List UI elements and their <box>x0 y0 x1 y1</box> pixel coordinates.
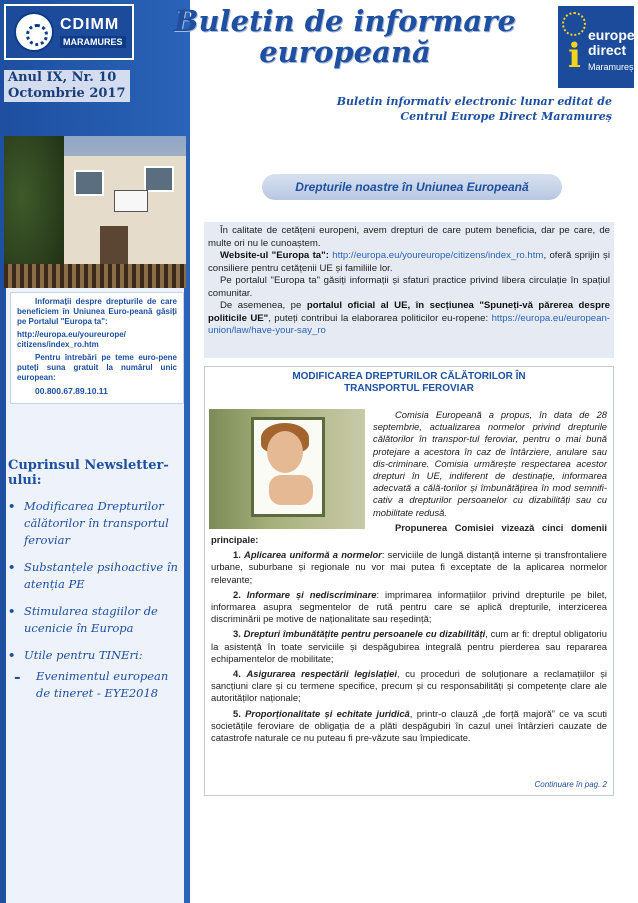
section-banner: Drepturile noastre în Uniunea Europeană <box>262 174 562 200</box>
continued-link[interactable]: Continuare în pag. 2 <box>534 779 607 789</box>
item-text: , printr-o clauză „de forță majoră” ce va scuti societățile feroviare de obligația de a plăti despăgubiri în cazul unei întârzieri cauzate de catastrofe naturale ce nu puteau fi pre-văzute sau împiedicate. <box>211 707 608 744</box>
article-title-line-1: MODIFICAREA DREPTURILOR CĂLĂTORILOR ÎN <box>292 371 526 382</box>
cdimm-logo <box>4 4 134 60</box>
contents-item[interactable]: • Modificarea Drepturilor călătorilor în transportul feroviar <box>8 498 184 549</box>
contents-subitem[interactable]: - Evenimentul european de tineret - EYE2018 <box>8 668 184 702</box>
cdimm-logo-text: CDIMM <box>60 16 120 33</box>
info-i-icon: i <box>568 36 581 76</box>
rights-paragraph-1: În calitate de cetățeni europeni, avem drepturi de care putem beneficia, dar pe care, de multe ori nu le cunoaștem. <box>208 225 610 249</box>
article-item <box>211 549 607 586</box>
item-number: 5. <box>233 707 241 719</box>
item-text: , cum ar fi: dreptul obligatoriu la asistență în toate serviciile și despăgubirea integrală pentru pierderea sau repararea echipamentelor de mobilitate; <box>211 628 607 664</box>
rights-p2-rest: , oferă sprijin și consiliere pentru cetățenii UE și familiile lor. <box>208 250 610 274</box>
header <box>0 0 638 150</box>
youreurope-link[interactable]: http://europa.eu/youreurope/citizens/index_ro.htm <box>332 250 544 261</box>
article-box <box>204 366 614 796</box>
subtitle-line-1: Buletin informativ electronic lunar editat de <box>336 95 612 108</box>
website-label: Website-ul "Europa ta": <box>220 250 329 261</box>
item-heading: Informare și nediscriminare <box>246 588 377 600</box>
contents-item[interactable]: • Utile pentru TINEri: <box>8 647 184 664</box>
article-intro-text: Propunerea Comisiei vizează cinci domenii principale: <box>211 521 607 546</box>
article-photo-train-passenger <box>209 409 365 529</box>
rights-p4-bold: portalul oficial al UE, în secțiunea "Spuneți-vă părerea despre politicile UE" <box>208 300 611 324</box>
cdimm-emblem-icon <box>14 12 54 52</box>
page-title <box>150 6 540 68</box>
item-number: 1. <box>233 549 241 561</box>
rights-p4-start: De asemenea, pe <box>220 300 302 311</box>
contents-item[interactable]: • Stimularea stagiilor de ucenicie în Europa <box>8 603 184 637</box>
title-line-1: Buletin de informare <box>174 4 516 38</box>
item-text: , cu proceduri de soluționare a reclamațiilor și sancțiuni clare și cu termene specifice, precum și cu responsabilități și competențe clare ale autorităților naționale; <box>211 668 608 704</box>
item-heading: Proporționalitate și echitate juridică <box>245 707 410 719</box>
issue-date: Octombrie 2017 <box>4 86 130 102</box>
europe-direct-logo <box>556 4 636 90</box>
item-heading: Asigurarea respectării legislației <box>246 668 397 680</box>
eu-stars-icon <box>562 12 586 36</box>
issue-number: Anul IX, Nr. 10 <box>4 70 130 86</box>
contents-title: Cuprinsul Newsletter-ului: <box>8 458 169 488</box>
subtitle <box>300 94 612 124</box>
item-heading: Drepturi îmbunătățite pentru persoanele cu dizabilități <box>243 628 486 640</box>
rights-text-block <box>204 222 614 358</box>
item-number: 4. <box>233 668 241 680</box>
rights-p4-mid: , puteți contribui la elaborarea politicilor eu-ropene: <box>268 312 489 324</box>
rights-paragraph-4 <box>208 300 610 338</box>
item-number: 3. <box>233 628 241 640</box>
europe-direct-sub: Maramureș <box>588 62 634 72</box>
info-box <box>10 292 184 404</box>
rights-paragraph-3: Pe portalul "Europa ta" găsiți informații și sfaturi practice privind libera circulație în spațiul comunitar. <box>208 275 610 299</box>
have-your-say-link[interactable]: https://europa.eu/european-union/law/have-your-say_ro <box>208 312 610 336</box>
subtitle-line-2: Centrul Europe Direct Maramureș <box>400 110 612 123</box>
item-heading: Aplicarea uniformă a normelor <box>244 549 382 561</box>
eu-logo-line-1: europe <box>588 27 635 43</box>
info-link[interactable]: http://europa.eu/youreurope/ citizens/index_ro.htm <box>17 330 126 349</box>
item-number: 2. <box>233 588 241 600</box>
article-item <box>211 589 607 626</box>
issue-info <box>4 70 130 102</box>
europe-direct-text <box>588 28 635 58</box>
title-line-2: europeană <box>259 35 431 69</box>
cdimm-logo-sub: MARAMURES <box>60 36 126 48</box>
article-title <box>211 371 607 395</box>
item-text: : serviciile de lungă distanță interne și transfrontaliere urbane, suburbane și regionale nu vor mai putea fi exceptate de la aplicarea normelor relevante; <box>211 549 607 585</box>
article-item <box>211 668 607 705</box>
info-text-rights: Informații despre drepturile de care beneficiem în Uniunea Euro-peană găsiți pe Portalul "Europa ta": <box>17 297 177 326</box>
info-phone: 00.800.67.89.10.11 <box>35 386 108 396</box>
eu-logo-line-2: direct <box>588 42 627 58</box>
contents-list <box>8 498 184 702</box>
article-item <box>211 708 607 745</box>
building-photo <box>4 136 186 288</box>
rights-paragraph-2 <box>208 250 610 275</box>
info-text-phone: Pentru întrebări pe teme euro-pene puteți suna gratuit la numărul unic european: <box>17 353 177 382</box>
article-title-line-2: TRANSPORTUL FEROVIAR <box>344 383 474 394</box>
article-item <box>211 628 607 665</box>
newsletter-contents <box>8 458 184 712</box>
article-lead: Comisia Europeană a propus, în data de 28 septembrie, actualizarea normelor privind drepturile călătorilor în transpor-tul feroviar, pentru o mai bună protejare a acestora în caz de întârziere, anulare sau dis-criminare. Comisia urmărește respectarea acestor drepturi în UE, indiferent de destinație, informarea adecvată a călă-torilor și îmbunătățirea în mod semnifi-cativ a drepturilor persoanelor cu dizabilități sau cu mobilitate redusă. <box>373 409 607 518</box>
contents-item[interactable]: • Substanțele psihoactive în atenția PE <box>8 559 184 593</box>
item-text: : imprimarea informațiilor privind drepturile pe bilet, informarea asupra segmentelor de rută pentru care se aplică drepturile, interzicerea discriminării pe motive de naționalitate sau reședință; <box>211 588 607 625</box>
